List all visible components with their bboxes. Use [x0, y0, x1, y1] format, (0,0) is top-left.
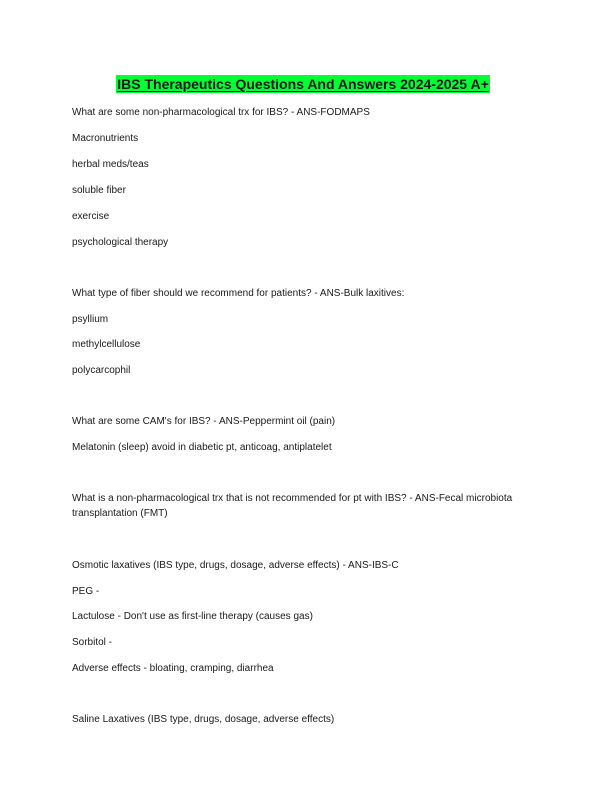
text-line: methylcellulose: [72, 339, 141, 350]
text-line: What type of fiber should we recommend for patients? - ANS-Bulk laxitives:: [72, 288, 405, 299]
text-line: What are some CAM's for IBS? - ANS-Peppermint oil (pain): [72, 416, 336, 427]
text-line: Osmotic laxatives (IBS type, drugs, dosage, adverse effects) - ANS-IBS-C: [72, 560, 399, 571]
title-wrap: [0, 75, 606, 94]
text-line: Macronutrients: [72, 133, 139, 144]
text-line: soluble fiber: [72, 185, 126, 196]
text-line: Melatonin (sleep) avoid in diabetic pt, anticoag, antiplatelet: [72, 442, 332, 453]
text-line: What are some non-pharmacological trx for IBS? - ANS-FODMAPS: [72, 107, 370, 118]
text-line: Adverse effects - bloating, cramping, diarrhea: [72, 663, 274, 674]
text-line: psychological therapy: [72, 237, 169, 248]
text-line: Saline Laxatives (IBS type, drugs, dosage, adverse effects): [72, 714, 335, 725]
text-line: PEG -: [72, 586, 100, 597]
text-line: polycarcophil: [72, 365, 131, 376]
text-line: psyllium: [72, 314, 109, 325]
document-title: IBS Therapeutics Questions And Answers 2024-2025 A+: [117, 76, 489, 92]
text-line: Lactulose - Don't use as first-line therapy (causes gas): [72, 611, 313, 622]
text-line: Sorbitol -: [72, 637, 113, 648]
text-line: herbal meds/teas: [72, 159, 149, 170]
text-line: exercise: [72, 211, 110, 222]
text-line: What is a non-pharmacological trx that is not recommended for pt with IBS? - ANS-Fecal microbiota transplantation (FMT): [72, 493, 513, 519]
